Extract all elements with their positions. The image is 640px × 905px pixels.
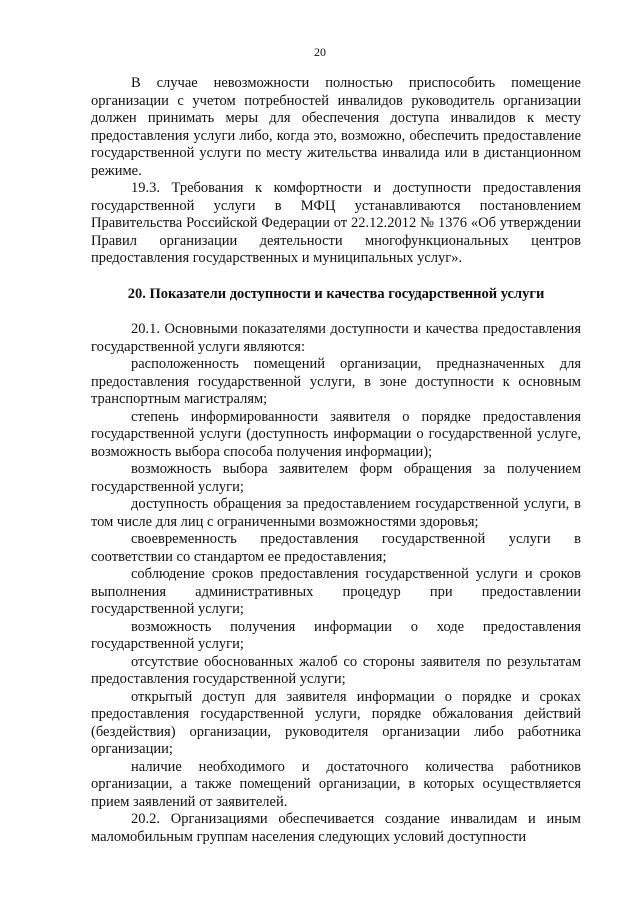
list-item-informedness: степень информированности заявителя о порядке предоставления государственной услуги (доступность информации о государственной услуге, возможность выбора способа получения информации); xyxy=(91,408,581,460)
list-item-form-choice: возможность выбора заявителем форм обращения за получением государственной услуги; xyxy=(91,461,581,495)
paragraph-20-1-intro: 20.1. Основными показателями доступности и качества предоставления государственной услуги являются: xyxy=(91,321,581,355)
paragraph-19-3-mfc-requirements: 19.3. Требования к комфортности и доступности предоставления государственной услуги в МФЦ устанавливаются постановлением Правительства Российской Федерации от 22.12.2012 № 1376 «Об утверждении Правил организации деятельности многофункциональных центров предоставления государственных и муниципальных услуг». xyxy=(91,180,581,266)
paragraph-accessibility-measures: В случае невозможности полностью приспособить помещение организации с учетом потребностей инвалидов руководитель организации должен принимать меры для обеспечения доступа инвалидов к месту предоставления услуги либо, когда это, возможно, обеспечить предоставление государственной услуги по месту жительства инвалида или в дистанционном режиме. xyxy=(91,75,581,179)
page-number: 20 xyxy=(314,45,326,59)
list-item-timeliness: своевременность предоставления государственной услуги в соответствии со стандартом ее предоставления; xyxy=(91,531,581,565)
paragraph-20-2-conditions: 20.2. Организациями обеспечивается создание инвалидам и иным маломобильным группам населения следующих условий доступности xyxy=(91,811,581,845)
list-item-no-complaints: отсутствие обоснованных жалоб со стороны заявителя по результатам предоставления государственной услуги; xyxy=(91,653,581,687)
list-item-open-access: открытый доступ для заявителя информации о порядке и сроках предоставления государственной услуги, порядке обжалования действий (бездействия) организации, руководителя организации либо работника организации; xyxy=(91,688,581,757)
document-body xyxy=(91,75,581,846)
list-item-access-disabled: доступность обращения за предоставлением государственной услуги, в том числе для лиц с ограниченными возможностями здоровья; xyxy=(91,496,581,530)
section-heading-20: 20. Показатели доступности и качества государственной услуги xyxy=(127,285,545,302)
list-item-location: расположенность помещений организации, предназначенных для предоставления государственной услуги, в зоне доступности к основным транспортным магистралям; xyxy=(91,356,581,407)
list-item-deadlines: соблюдение сроков предоставления государственной услуги и сроков выполнения административных процедур при предоставлении государственной услуги; xyxy=(91,566,581,617)
list-item-progress-info: возможность получения информации о ходе предоставления государственной услуги; xyxy=(91,618,581,652)
list-item-staffing: наличие необходимого и достаточного количества работников организации, а также помещений организации, в которых осуществляется прием заявлений от заявителей. xyxy=(91,758,581,810)
